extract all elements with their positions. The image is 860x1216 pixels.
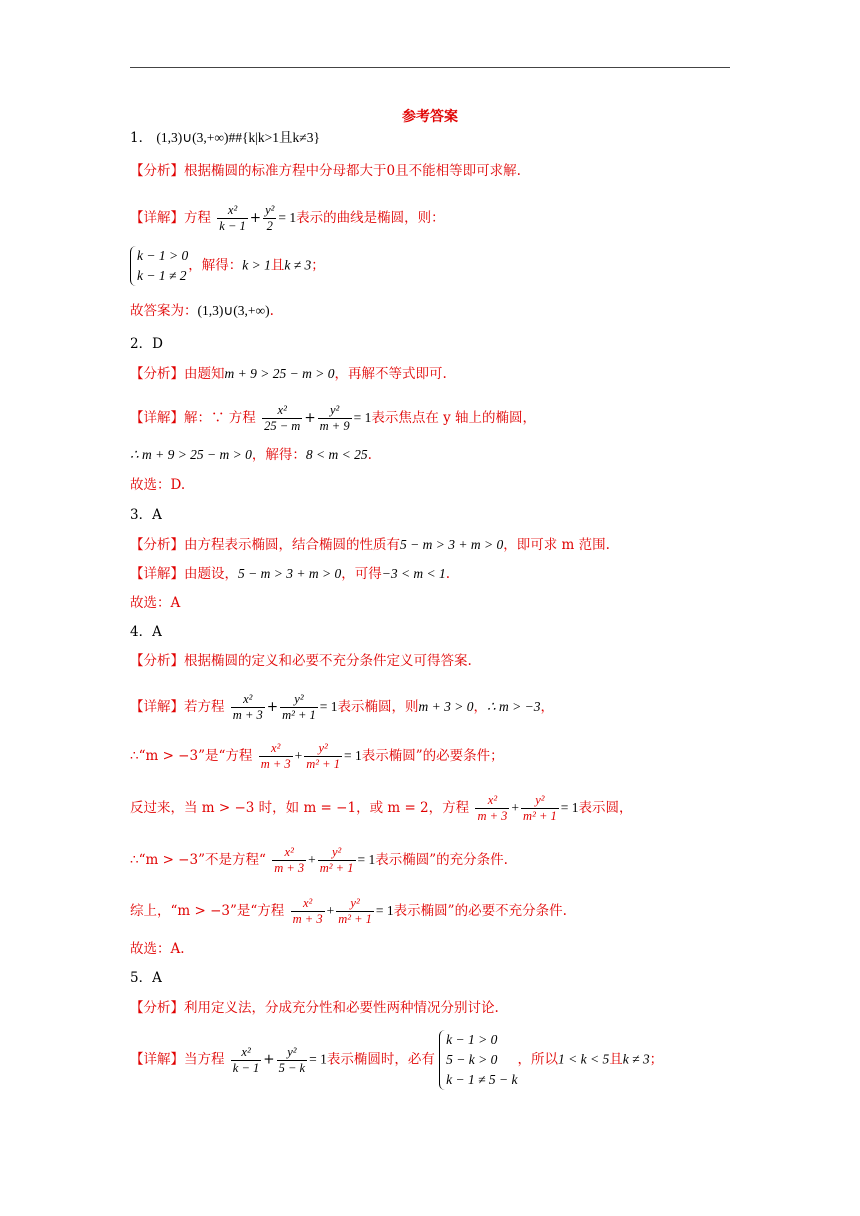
analysis-line (130, 364, 447, 384)
equals: = 1 (353, 410, 372, 425)
detail-text: ∴“m > −3”是“方程 (130, 748, 253, 764)
analysis-line (130, 998, 499, 1018)
numerator: y² (318, 741, 328, 755)
equation-system (439, 1030, 517, 1090)
question-number: 2．D (130, 336, 163, 352)
choice-line: 故选：D. (130, 477, 186, 493)
detail-text: ∴“m > −3”不是方程“ (130, 852, 266, 868)
math-expression: k > 1 (242, 257, 271, 273)
analysis-line (130, 651, 472, 671)
detail-text: ； (311, 257, 325, 274)
numerator: y² (329, 403, 340, 417)
equation-system (130, 246, 188, 286)
fraction (521, 793, 559, 824)
math-expression: m + 3 > 0 (418, 699, 474, 714)
math-expression: m + 9 > 25 − m > 0 (224, 366, 335, 381)
math-expression: k ≠ 3 (622, 1051, 650, 1067)
numerator: y² (294, 692, 304, 706)
equals: = 1 (319, 699, 338, 714)
analysis-tag: 【分析】 (130, 366, 184, 382)
numerator: x² (284, 845, 294, 859)
detail-text: ，解得： (188, 257, 243, 274)
detail-line: 【详解】当方程 $\frac{\text{x²}}{k - 1}$ + $\frac{\text{y²}}{5 - k}$ = 1表示椭圆时，必有 k − 1 > 0 5 − k > 0 k − 1 ≠ 5 − k ，所以1 < k < 5且k ≠ 3； (130, 1030, 663, 1090)
punct: ， (473, 699, 488, 715)
detail-text: 表示焦点在 y 轴上的椭圆， (371, 410, 537, 426)
system-line (130, 246, 325, 286)
system-row: k − 1 > 0 (137, 248, 189, 263)
denominator: m² + 1 (338, 912, 372, 926)
detail-tag: 【详解】 (130, 699, 184, 715)
system-row: 5 − k > 0 (446, 1052, 498, 1067)
detail-line: 反过来，当 m > −3 时，如 m = −1，或 m = 2，方程 $\frac{\text{x²}}{m + 3}$ + $\frac{\text{y²}}{\text{m² + 1}}$ = 1表示圆， (130, 793, 633, 823)
detail-line: 【详解】若方程 $\frac{\text{x²}}{m + 3}$ + $\frac{\text{y²}}{\text{m² + 1}}$ = 1表示椭圆，则m + 3 > 0，∴ m > −3， (130, 692, 554, 722)
detail-text: 且 (609, 1051, 623, 1068)
page-title: 参考答案 (402, 109, 458, 125)
numerator: y² (287, 1044, 297, 1059)
math-expression: (1,3)∪(3,+∞)##{k|k>1且k≠3} (156, 130, 320, 145)
denominator: m² + 1 (319, 861, 354, 875)
detail-text: ，所以 (517, 1051, 558, 1068)
equals: = 1 (375, 903, 394, 918)
header-rule (130, 67, 730, 68)
analysis-tag: 【分析】 (130, 163, 184, 179)
equals: = 1 (357, 852, 376, 867)
detail-text: 表示椭圆，则 (337, 699, 419, 715)
detail-line (130, 564, 450, 584)
analysis-tag: 【分析】 (130, 1000, 184, 1016)
fraction (263, 203, 276, 234)
fraction (304, 741, 342, 772)
choice-line: 故选：A (130, 595, 181, 611)
answer-label: 故答案为： (130, 303, 198, 319)
numerator: y² (535, 793, 545, 807)
fraction (262, 403, 302, 434)
fraction (277, 1045, 307, 1076)
equals: = 1 (344, 748, 362, 763)
detail-line (130, 445, 372, 465)
system-row: k − 1 > 0 (446, 1032, 498, 1047)
math-expression: 5 − m > 3 + m > 0 (238, 566, 342, 581)
analysis-text: ，即可求 m 范围. (503, 537, 610, 553)
denominator: m + 9 (319, 419, 350, 433)
analysis-text: ，再解不等式即可. (334, 366, 447, 382)
denominator: m + 3 (274, 861, 305, 875)
denominator: m + 3 (292, 912, 323, 926)
question-number: 3．A (130, 507, 162, 523)
denominator: 25 − m (264, 419, 301, 433)
detail-text: 解：∵ 方程 (184, 410, 256, 426)
numerator: y² (350, 896, 360, 910)
numerator: x² (241, 1044, 251, 1059)
equals: = 1 (560, 800, 579, 815)
numerator: x² (277, 403, 287, 417)
punct: . (269, 303, 274, 319)
system-row: k − 1 ≠ 2 (137, 268, 187, 283)
punct: . (367, 447, 372, 463)
detail-tag: 【详解】 (130, 566, 184, 582)
numerator: x² (243, 692, 253, 706)
fraction (231, 1045, 261, 1076)
math-expression: 8 < m < 25 (305, 447, 368, 462)
fraction (318, 845, 356, 876)
analysis-line (130, 161, 521, 181)
detail-text: 表示圆， (578, 800, 633, 816)
analysis-text: 利用定义法，分成充分性和必要性两种情况分别讨论. (184, 1000, 499, 1016)
math-expression: −3 < m < 1 (381, 566, 446, 581)
numerator: x² (271, 741, 281, 755)
question-number: 5．A (130, 970, 162, 986)
math-expression: k ≠ 3 (284, 257, 312, 273)
answer-line (130, 301, 274, 321)
detail-text: 综上，“m > −3”是“方程 (130, 903, 285, 919)
detail-line: 综上，“m > −3”是“方程 $\frac{\text{x²}}{m + 3}$ + $\frac{\text{y²}}{\text{m² + 1}}$ = 1表示椭圆”的必要不充分条件. (130, 896, 567, 926)
detail-text: 由题设， (184, 566, 238, 582)
detail-line: ∴“m > −3”是“方程 $\frac{\text{x²}}{m + 3}$ + $\frac{\text{y²}}{\text{m² + 1}}$ = 1表示椭圆”的必要条件； (130, 741, 504, 771)
equals: = 1 (278, 210, 297, 225)
fraction (231, 692, 265, 723)
fraction (259, 741, 293, 772)
math-expression: 5 − m > 3 + m > 0 (400, 537, 504, 552)
answer-1-line (130, 128, 320, 148)
question-number: 1． (130, 130, 153, 146)
equals: = 1 (309, 1051, 327, 1067)
analysis-text: 根据椭圆的标准方程中分母都大于0且不能相等即可求解. (184, 163, 521, 179)
detail-text: 当方程 (184, 1051, 225, 1068)
punct: ； (649, 1051, 664, 1068)
detail-text: 表示椭圆”的充分条件. (375, 852, 508, 868)
analysis-tag: 【分析】 (130, 537, 184, 553)
detail-line: 【详解】解：∵ 方程 $\frac{\text{x²}}{25 - m}$ + $\frac{\text{y²}}{m + 9}$ = 1表示焦点在 y 轴上的椭圆， (130, 403, 537, 433)
numerator: x² (487, 793, 498, 807)
denominator: k − 1 (232, 1060, 260, 1075)
fraction (336, 896, 374, 927)
fraction (318, 403, 352, 434)
numerator: x² (227, 203, 238, 217)
detail-text: 且 (270, 257, 285, 274)
fraction (475, 793, 509, 824)
detail-text: ，解得： (251, 447, 306, 463)
denominator: 5 − k (278, 1060, 306, 1075)
denominator: k − 1 (219, 219, 246, 233)
detail-text: 方程 (184, 210, 211, 226)
denominator: m + 3 (477, 809, 508, 823)
analysis-tag: 【分析】 (130, 653, 184, 669)
detail-text: 表示椭圆”的必要条件； (361, 748, 504, 764)
analysis-text: 由题知 (184, 366, 225, 382)
math-expression: ∴ m > −3 (487, 699, 541, 714)
detail-line: ∴“m > −3”不是方程“ $\frac{\text{x²}}{m + 3}$ + $\frac{\text{y²}}{\text{m² + 1}}$ = 1表示椭圆”的充分条件. (130, 845, 508, 875)
detail-text: 表示椭圆”的必要不充分条件. (393, 903, 567, 919)
math-expression: (1,3)∪(3,+∞) (197, 303, 270, 318)
denominator: m + 3 (232, 708, 263, 722)
system-row: k − 1 ≠ 5 − k (446, 1072, 518, 1087)
detail-line: 【详解】方程 $\frac{\text{x²}}{k - 1}$ + $\frac{\text{y²}}{2}$ = 1表示的曲线是椭圆，则： (130, 203, 445, 233)
numerator: y² (265, 203, 275, 217)
denominator: m² + 1 (306, 757, 340, 771)
denominator: m² + 1 (523, 809, 557, 823)
question-number: 4．A (130, 624, 162, 640)
fraction (280, 692, 318, 723)
punct: . (445, 566, 451, 582)
fraction (217, 203, 247, 234)
fraction (272, 845, 306, 876)
detail-tag: 【详解】 (130, 1051, 184, 1068)
analysis-text: 根据椭圆的定义和必要不充分条件定义可得答案. (184, 653, 472, 669)
analysis-line (130, 535, 610, 555)
detail-text: 反过来，当 m > −3 时，如 m = −1，或 m = 2，方程 (130, 800, 470, 816)
punct: ， (540, 699, 554, 715)
denominator: m + 3 (260, 757, 291, 771)
math-expression: ∴ m + 9 > 25 − m > 0 (130, 447, 252, 462)
detail-text: 若方程 (184, 699, 225, 715)
detail-text: ，可得 (341, 566, 382, 582)
fraction (291, 896, 325, 927)
denominator: 2 (263, 218, 276, 234)
analysis-text: 由方程表示椭圆，结合椭圆的性质有 (184, 537, 400, 553)
choice-line: 故选：A. (130, 941, 185, 957)
detail-text: 表示的曲线是椭圆，则： (296, 210, 445, 226)
numerator: x² (302, 896, 313, 910)
denominator: m² + 1 (282, 708, 316, 722)
detail-tag: 【详解】 (130, 210, 184, 226)
detail-text: 表示椭圆时，必有 (326, 1051, 435, 1068)
math-expression: 1 < k < 5 (558, 1051, 610, 1067)
numerator: y² (331, 845, 342, 859)
detail-tag: 【详解】 (130, 410, 184, 426)
